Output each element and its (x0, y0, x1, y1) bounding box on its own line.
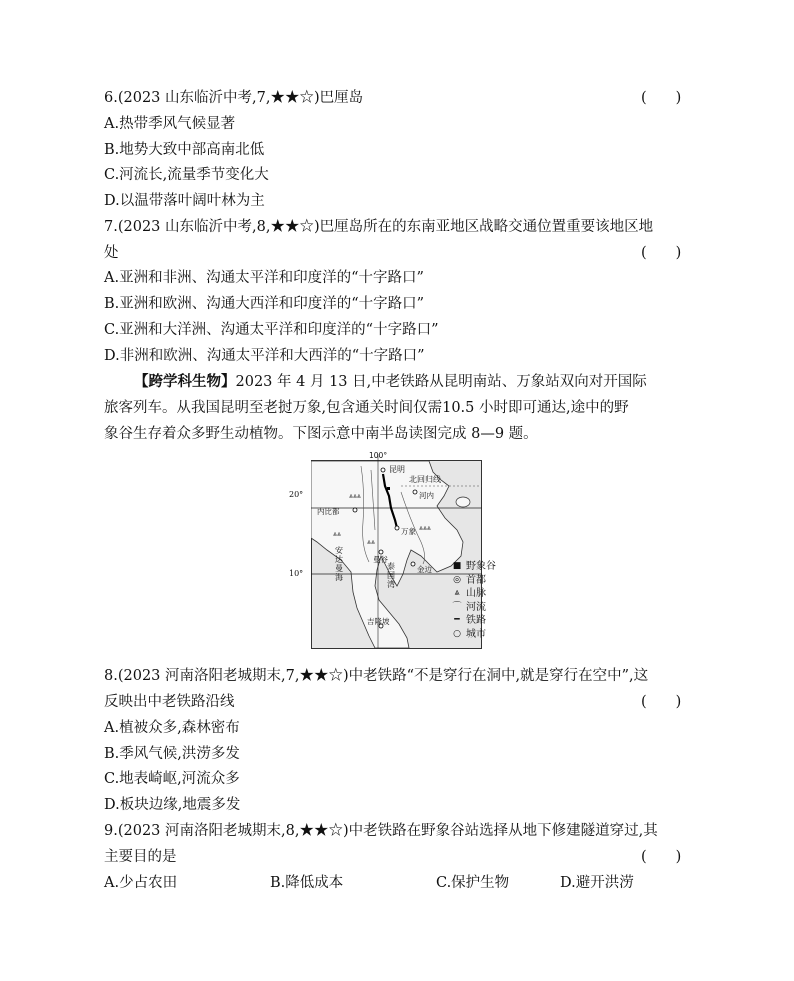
q8-option-a[interactable]: A.植被众多,森林密布 (104, 720, 240, 736)
label-andaman-sea: 安达曼海 (335, 546, 343, 582)
q6-stem: 6.(2023 山东临沂中考,7,★★☆)巴厘岛 (104, 90, 364, 106)
q9-stem-line1: 9.(2023 河南洛阳老城期末,8,★★☆)中老铁路在野象谷站选择从地下修建隧道穿过,其 (104, 823, 658, 839)
passage-line2: 旅客列车。从我国昆明至老挝万象,包含通关时间仅需10.5 小时即可通达,途中的野 (104, 400, 629, 416)
label-vientiane: 万象 (401, 527, 416, 536)
label-naypyidaw: 内比都 (317, 507, 340, 516)
q9-option-a[interactable]: A.少占农田 (104, 875, 178, 891)
q7-option-c[interactable]: C.亚洲和大洋洲、沟通太平洋和印度洋的“十字路口” (104, 322, 439, 338)
legend-row-city (452, 628, 496, 642)
hainan-island (456, 497, 470, 507)
q9-option-c[interactable]: C.保护生物 (436, 875, 510, 891)
legend-label: 河流 (466, 601, 486, 613)
label-tropic: 北回归线 (409, 475, 441, 484)
q8-answer-paren[interactable]: ( ) (641, 694, 682, 710)
mountain-icon: ⩓⩓⩓ (349, 492, 361, 500)
passage-line3: 象谷生存着众多野生动植物。下图示意中南半岛读图完成 8—9 题。 (104, 426, 538, 442)
q7-option-d[interactable]: D.非洲和欧洲、沟通太平洋和大西洋的“十字路口” (104, 348, 425, 364)
mountain-icon: ⩓⩓ (367, 538, 375, 546)
naypyidaw-marker (353, 508, 357, 512)
q9-stem-line2: 主要目的是 (104, 849, 177, 865)
passage-line1-text: 2023 年 4 月 13 日,中老铁路从昆明南站、万象站双向对开国际 (235, 374, 647, 390)
circle-icon: ○ (453, 628, 461, 639)
vientiane-marker (395, 526, 399, 530)
railway-icon: ━ (454, 615, 460, 625)
map-legend (452, 560, 496, 641)
q6-option-d[interactable]: D.以温带落叶阔叶林为主 (104, 193, 265, 209)
mountain-icon: ⩓ (454, 588, 460, 598)
mountain-icon: ⩓⩓ (333, 530, 341, 538)
q7-stem-line1: 7.(2023 山东临沂中考,8,★★☆)巴厘岛所在的东南亚地区战略交通位置重要该地区地 (104, 219, 654, 235)
legend-row-capital (452, 574, 496, 588)
q9-option-d[interactable]: D.避开洪涝 (560, 875, 634, 891)
q6-option-a[interactable]: A.热带季风气候显著 (104, 116, 236, 132)
hanoi-marker (413, 490, 417, 494)
legend-row-river (452, 601, 496, 615)
label-gulf-of-thailand: 泰国湾 (387, 562, 395, 589)
legend-row-railway (452, 614, 496, 628)
q6-option-c[interactable]: C.河流长,流量季节变化大 (104, 167, 269, 183)
legend-row-mountain (452, 587, 496, 601)
passage-line1 (134, 372, 647, 392)
phnompenh-marker (411, 562, 415, 566)
q7-answer-paren[interactable]: ( ) (641, 245, 682, 261)
legend-row-elephant-valley (452, 560, 496, 574)
q9-option-b[interactable]: B.降低成本 (270, 875, 344, 891)
square-icon: ■ (452, 561, 462, 571)
q7-option-a[interactable]: A.亚洲和非洲、沟通太平洋和印度洋的“十字路口” (104, 270, 424, 286)
q8-option-b[interactable]: B.季风气候,洪涝多发 (104, 746, 240, 762)
river-icon: ⌒ (452, 601, 462, 612)
legend-label: 野象谷 (466, 561, 496, 572)
q7-stem-line2: 处 (104, 245, 119, 261)
bullseye-icon: ◎ (453, 574, 461, 585)
q8-option-c[interactable]: C.地表崎岖,河流众多 (104, 771, 240, 787)
lat-20-label: 20° (289, 490, 304, 499)
label-kl: 吉隆坡 (367, 617, 390, 626)
legend-label: 铁路 (466, 615, 486, 626)
q9-answer-paren[interactable]: ( ) (641, 849, 682, 865)
bangkok-marker (379, 550, 383, 554)
q8-stem-line2: 反映出中老铁路沿线 (104, 694, 235, 710)
label-phnompenh: 金边 (417, 565, 432, 574)
label-bangkok: 曼谷 (373, 555, 388, 564)
q6-option-b[interactable]: B.地势大致中部高南北低 (104, 142, 265, 158)
lon-100-label: 100° (369, 452, 388, 460)
legend-label: 山脉 (466, 588, 486, 599)
passage-tag: 【跨学科生物】 (134, 373, 236, 390)
q7-option-b[interactable]: B.亚洲和欧洲、沟通大西洋和印度洋的“十字路口” (104, 296, 425, 312)
q8-stem-line1: 8.(2023 河南洛阳老城期末,7,★★☆)中老铁路“不是穿行在洞中,就是穿行在空中”,这 (104, 668, 649, 684)
q6-answer-paren[interactable]: ( ) (641, 90, 682, 106)
legend-label: 首都 (466, 574, 486, 586)
legend-label: 城市 (466, 628, 486, 640)
wild-elephant-valley-marker (387, 487, 390, 490)
mountain-icon: ⩓⩓⩓ (419, 524, 431, 532)
lat-10-label: 10° (289, 569, 304, 578)
label-kunming: 昆明 (389, 465, 405, 474)
kunming-marker (381, 468, 385, 472)
q8-option-d[interactable]: D.板块边缘,地震多发 (104, 797, 241, 813)
label-hanoi: 河内 (419, 491, 434, 500)
